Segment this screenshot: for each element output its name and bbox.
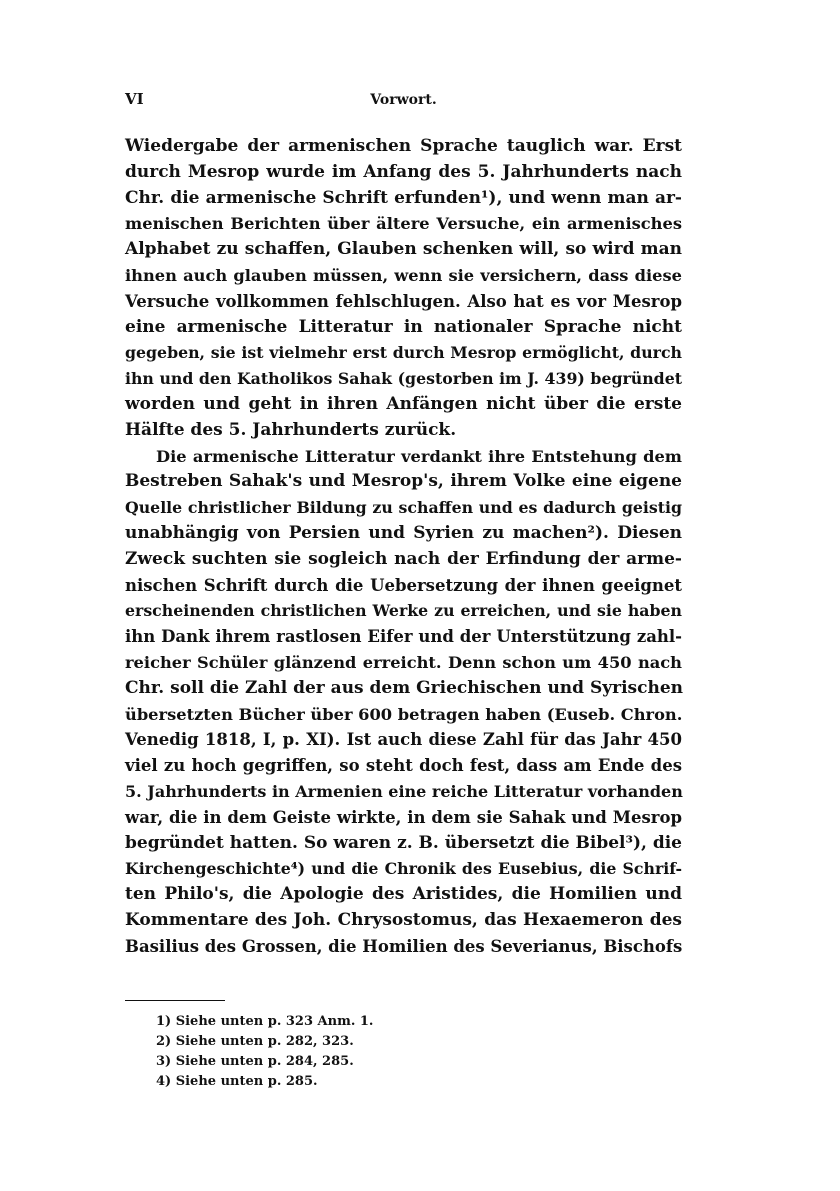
body-line: Kommentare des Joh. Chrysostomus, das Hexaemeron des [125, 909, 682, 930]
body-line: reicher Schüler glänzend erreicht. Denn schon um 450 nach [125, 652, 682, 672]
footnote-divider [125, 1000, 225, 1001]
body-line: eine armenische Litteratur in nationaler Sprache nicht [125, 316, 682, 337]
body-line: begründet hatten. So waren z. B. übersetzt die Bibel³), die [125, 832, 682, 853]
body-line: ten Philo's, die Apologie des Aristides, die Homilien und [125, 884, 682, 905]
body-line: Kirchengeschichte⁴) und die Chronik des Eusebius, die Schrif- [125, 859, 682, 879]
body-line: übersetzten Bücher über 600 betragen haben (Euseb. Chron. [125, 704, 683, 724]
footnotes [156, 1012, 556, 1092]
footnote: 1) Siehe unten p. 323 Anm. 1. [156, 1014, 374, 1029]
body-line: Zweck suchten sie sogleich nach der Erfindung der arme- [125, 548, 682, 569]
body-line: ihn und den Katholikos Sahak (gestorben im J. 439) begründet [125, 369, 682, 389]
body-line: 5. Jahrhunderts in Armenien eine reiche Litteratur vorhanden [125, 781, 683, 801]
body-line: ihn Dank ihrem rastlosen Eifer und der Unterstützung zahl- [125, 627, 682, 647]
paragraph-end-line: Hälfte des 5. Jahrhunderts zurück. [125, 419, 457, 440]
paragraph-start-line: Die armenische Litteratur verdankt ihre Entstehung dem [156, 446, 682, 466]
footnote: 4) Siehe unten p. 285. [156, 1074, 318, 1089]
page-header [125, 90, 682, 112]
body-line: Venedig 1818, I, p. XI). Ist auch diese Zahl für das Jahr 450 [125, 730, 682, 750]
footnote: 3) Siehe unten p. 284, 285. [156, 1054, 354, 1069]
body-line: Wiedergabe der armenischen Sprache tauglich war. Erst [125, 136, 682, 156]
body-line: Chr. die armenische Schrift erfunden¹), und wenn man ar- [125, 187, 682, 208]
body-line: Alphabet zu schaffen, Glauben schenken will, so wird man [125, 239, 682, 260]
body-line: unabhängig von Persien und Syrien zu machen²). Diesen [125, 522, 682, 543]
footnote: 2) Siehe unten p. 282, 323. [156, 1034, 354, 1049]
body-line: Basilius des Grossen, die Homilien des Severianus, Bischofs [125, 936, 683, 956]
page-number: VI [125, 90, 144, 108]
body-text [125, 134, 682, 960]
body-line: Bestreben Sahak's und Mesrop's, ihrem Volke eine eigene [125, 471, 682, 492]
body-line: Quelle christlicher Bildung zu schaffen und es dadurch geistig [125, 498, 682, 518]
body-line: worden und geht in ihren Anfängen nicht über die erste [125, 393, 682, 414]
body-line: war, die in dem Geiste wirkte, in dem sie Sahak und Mesrop [125, 807, 682, 827]
body-line: viel zu hoch gegriffen, so steht doch fest, dass am Ende des [125, 756, 682, 776]
body-line: ihnen auch glauben müssen, wenn sie versichern, dass diese [125, 265, 682, 285]
body-line: Chr. soll die Zahl der aus dem Griechischen und Syrischen [125, 677, 684, 698]
body-line: nischen Schrift durch die Uebersetzung der ihnen geeignet [125, 575, 682, 595]
body-line: erscheinenden christlichen Werke zu erreichen, und sie haben [125, 601, 682, 621]
running-title: Vorwort. [370, 92, 437, 108]
body-line: Versuche vollkommen fehlschlugen. Also hat es vor Mesrop [125, 291, 682, 311]
body-line: menischen Berichten über ältere Versuche, ein armenisches [125, 214, 682, 234]
body-line: durch Mesrop wurde im Anfang des 5. Jahrhunderts nach [125, 161, 682, 182]
body-line: gegeben, sie ist vielmehr erst durch Mesrop ermöglicht, durch [125, 343, 682, 363]
